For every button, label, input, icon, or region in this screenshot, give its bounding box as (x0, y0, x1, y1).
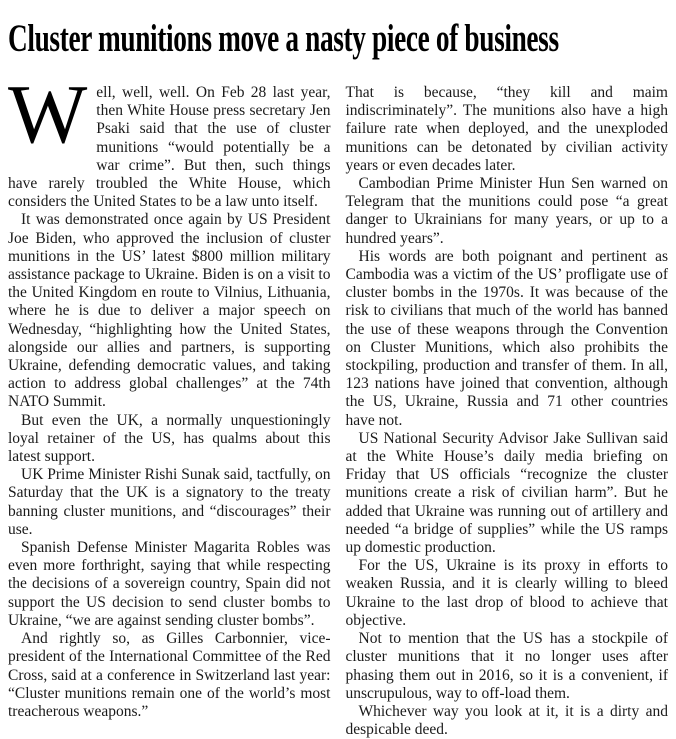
paragraph (346, 248, 669, 430)
right-column (346, 84, 669, 739)
paragraph-text: And rightly so, as Gilles Carbonnier, vice-president of the International Committee of the Red Cross, said at a conference in Switzerland last year: “Cluster munitions remain one of the world’s most treacherous weapons.” (8, 630, 331, 720)
paragraph-text: Whichever way you look at it, it is a dirty and despicable deed. (345, 702, 668, 739)
paragraph-text: It was demonstrated once again by US President Joe Biden, who approved the inclusion of cluster munitions in the US’ latest $800 million military assistance package to Ukraine. Biden is on a visit to the United Kingdom en route to Vilnius, Lithuania, where he is due to deliver a major speech on Wednesday, “highlighting how the United States, alongside our allies and partners, is supporting Ukraine, defending democratic values, and taking action to address global challenges” at the 74th NATO Summit. (8, 211, 331, 411)
paragraph-text: ell, well, well. On Feb 28 last year, then White House press secretary Jen Psaki said that the use of cluster munitions “would potentially be a war crime”. But then, such things have rarely troubled the White House, which considers the United States to be a law unto itself. (8, 84, 331, 211)
paragraph (8, 630, 331, 721)
paragraph (8, 466, 331, 539)
paragraph (346, 557, 669, 630)
paragraph (8, 68, 331, 211)
paragraph (8, 412, 331, 467)
paragraph (346, 630, 669, 703)
paragraph-text: For the US, Ukraine is its proxy in efforts to weaken Russia, and it is clearly willing to bleed Ukraine to the last drop of blood to achieve that objective. (345, 557, 668, 629)
article-headline (8, 18, 668, 62)
paragraph-text: US National Security Advisor Jake Sullivan said at the White House’s daily media briefing on Friday that US officials “recognize the cluster munitions create a risk of civilian harm”. But he added that Ukraine was running out of artillery and needed “a bridge of supplies” while the US ramps up domestic production. (345, 429, 668, 557)
paragraph-text: But even the UK, a normally unquestioningly loyal retainer of the US, has qualms about this latest support. (8, 411, 331, 466)
paragraph-text: Not to mention that the US has a stockpile of cluster munitions that it no longer uses after phasing them out in 2016, so it is a convenient, if unscrupulous, way to off-load them. (345, 630, 668, 702)
article-body (8, 68, 668, 739)
paragraph (8, 539, 331, 630)
left-column (8, 68, 331, 739)
drop-cap: W (8, 68, 88, 161)
paragraph-text: Spanish Defense Minister Magarita Robles was even more forthright, saying that while respecting the decisions of a sovereign country, Spain did not support the US decision to send cluster bombs to Ukraine, “we are against sending cluster bombs”. (8, 539, 331, 629)
paragraph-text: UK Prime Minister Rishi Sunak said, tactfully, on Saturday that the UK is a signatory to the treaty banning cluster munitions, and “discourages” their use. (8, 466, 331, 538)
paragraph (8, 211, 331, 411)
paragraph-text: Cambodian Prime Minister Hun Sen warned on Telegram that the munitions could pose “a great danger to Ukrainians for many years, or up to a hundred years”. (345, 175, 668, 247)
article-headline-text: Cluster munitions move a nasty piece of business (8, 17, 559, 60)
paragraph-text: His words are both poignant and pertinent as Cambodia was a victim of the US’ profligate use of cluster bombs in the 1970s. It was because of the risk to civilians that much of the world has banned the use of these weapons through the Convention on Cluster Munitions, which also prohibits the stockpiling, production and transfer of them. In all, 123 nations have joined that convention, although the US, Ukraine, Russia and 71 other countries have not. (345, 247, 668, 429)
paragraph (346, 175, 669, 248)
paragraph-text: That is because, “they kill and maim indiscriminately”. The munitions also have a high failure rate when deployed, and the unexploded munitions can be detonated by civilian activity years or even decades later. (345, 84, 668, 174)
paragraph (346, 84, 669, 175)
paragraph (346, 430, 669, 557)
